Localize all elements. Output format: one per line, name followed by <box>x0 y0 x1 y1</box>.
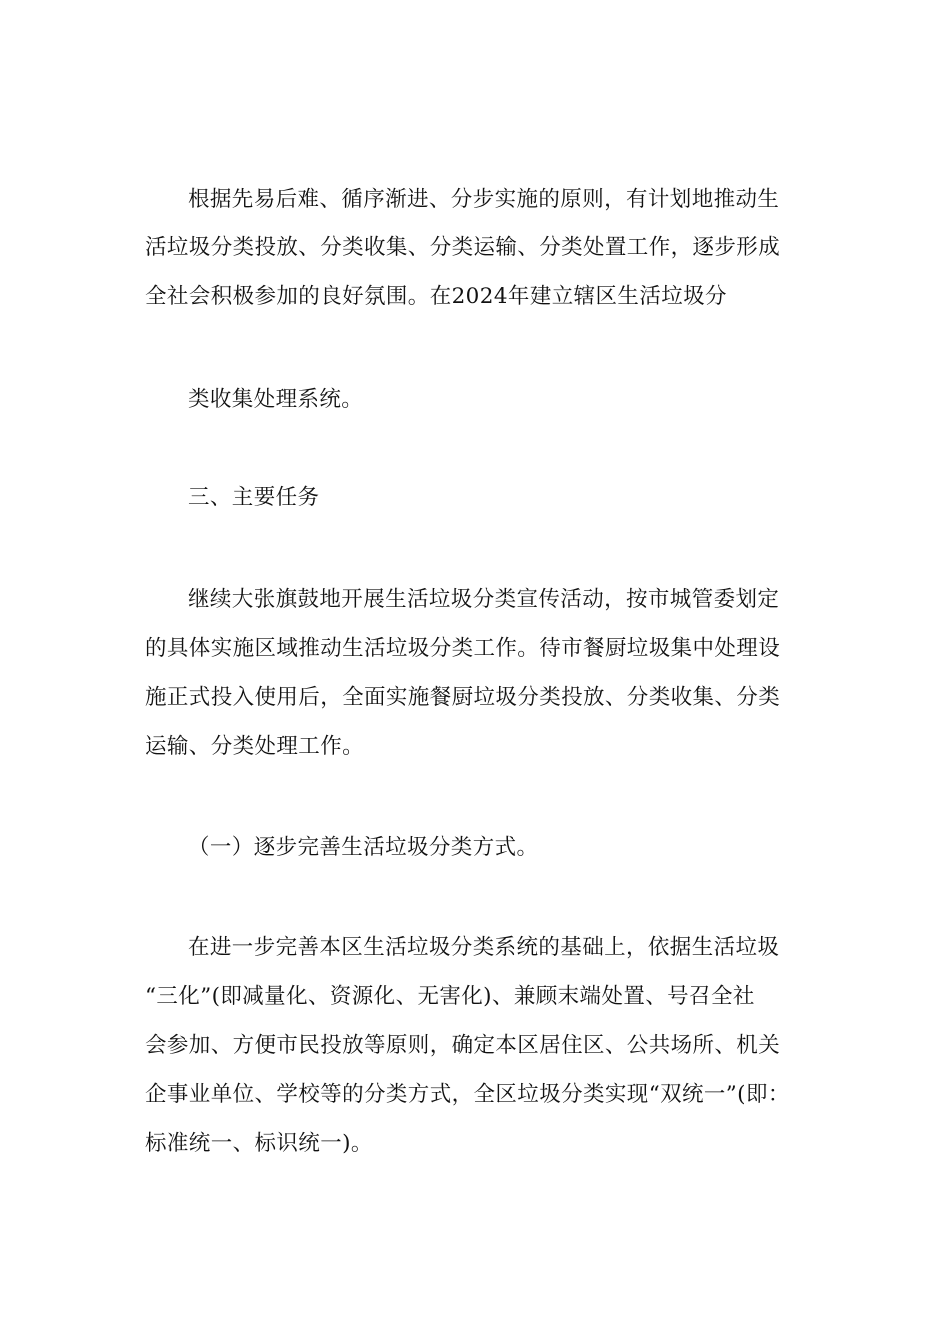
paragraph-4-line-3: 施正式投入使用后，全面实施餐厨垃圾分类投放、分类收集、分类 <box>145 685 781 710</box>
paragraph-4-line-2: 的具体实施区域推动生活垃圾分类工作。待市餐厨垃圾集中处理设 <box>145 636 781 661</box>
paragraph-4-line-1: 继续大张旗鼓地开展生活垃圾分类宣传活动，按市城管委划定 <box>188 587 780 612</box>
paragraph-1-line-1: 根据先易后难、循序渐进、分步实施的原则，有计划地推动生 <box>188 187 780 212</box>
paragraph-4-line-4: 运输、分类处理工作。 <box>145 734 365 759</box>
paragraph-6-line-1: 在进一步完善本区生活垃圾分类系统的基础上，依据生活垃圾 <box>188 935 780 960</box>
paragraph-6-line-3: 会参加、方便市民投放等原则，确定本区居住区、公共场所、机关 <box>145 1033 781 1058</box>
section-heading: 三、主要任务 <box>188 485 320 510</box>
paragraph-6-line-5: 标准统一、标识统一)。 <box>145 1131 373 1156</box>
paragraph-6-line-2: “三化”(即减量化、资源化、无害化)、兼顾末端处置、号召全社 <box>145 984 755 1009</box>
paragraph-1-line-3: 全社会积极参加的良好氛围。在2024年建立辖区生活垃圾分 <box>145 284 727 309</box>
paragraph-2-line-1: 类收集处理系统。 <box>188 387 364 412</box>
paragraph-6-line-4: 企事业单位、学校等的分类方式，全区垃圾分类实现“双统一”(即： <box>145 1082 790 1107</box>
paragraph-1-line-2: 活垃圾分类投放、分类收集、分类运输、分类处置工作，逐步形成 <box>145 235 781 260</box>
subsection-heading: （一）逐步完善生活垃圾分类方式。 <box>188 835 539 860</box>
